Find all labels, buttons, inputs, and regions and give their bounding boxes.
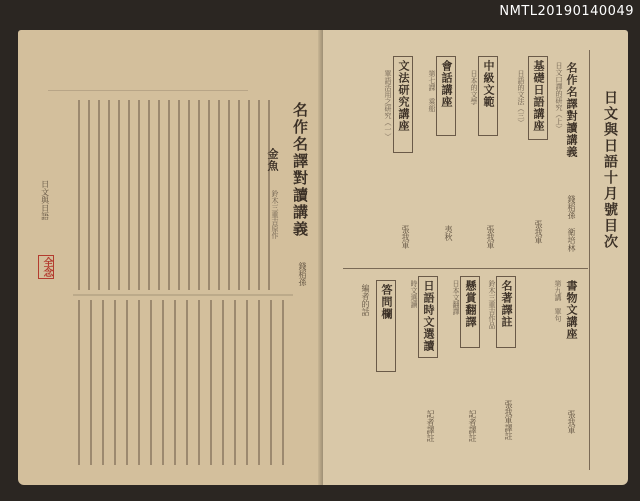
article-title: 名作名譯對讀講義 bbox=[291, 102, 309, 238]
toc-author-5: 張我軍 bbox=[401, 225, 410, 249]
toc-section-7: 名著譯註 bbox=[500, 280, 513, 328]
toc-sub-3: 日本的文學 bbox=[470, 70, 478, 105]
toc-section-2: 基礎日語講座 bbox=[532, 60, 545, 132]
toc-sub-4: 第七課 乘船 bbox=[428, 70, 436, 112]
toc-sub-7: 鈴木三重吉作品 bbox=[488, 280, 496, 329]
toc-author-9: 記者譯註 bbox=[426, 410, 435, 442]
article-author: 錢稻孫 bbox=[298, 262, 307, 286]
toc-section-8: 懸賞翻譯 bbox=[464, 280, 477, 328]
toc-section-10: 答問欄 bbox=[380, 284, 393, 320]
article-source: 鈴木三重吉原作 bbox=[271, 190, 279, 239]
page-colophon: 日文與日語 bbox=[40, 180, 50, 220]
toc-section-3: 中級文範 bbox=[482, 60, 495, 108]
toc-section-1: 名作名譯對讀講義 bbox=[565, 62, 578, 158]
toc-author-6: 張我軍 bbox=[567, 410, 576, 434]
toc-author-7: 張我軍譯註 bbox=[504, 400, 513, 440]
toc-section-4: 會話講座 bbox=[440, 60, 453, 108]
article-work-title: 金魚 bbox=[266, 148, 279, 172]
article-text-block bbox=[18, 30, 323, 485]
archive-watermark: NMTL20190140049 bbox=[499, 4, 634, 19]
toc-sub-1: 日文口譯的研究（上） bbox=[555, 62, 563, 132]
toc-author-1: 錢稻孫 衛培林 bbox=[567, 195, 576, 252]
article-page bbox=[18, 30, 323, 485]
red-seal-stamp: 全念 bbox=[38, 255, 54, 279]
toc-author-3: 張我軍 bbox=[486, 225, 495, 249]
toc-author-8: 記者譯註 bbox=[468, 410, 477, 442]
toc-page bbox=[323, 30, 628, 485]
magazine-spread bbox=[18, 30, 628, 485]
toc-sub-8: 日本文翻譯 bbox=[452, 280, 460, 315]
toc-author-2: 張我軍 bbox=[534, 220, 543, 244]
toc-sub-2: 日語的文法（三） bbox=[517, 70, 525, 126]
toc-section-9: 日語時文選讀 bbox=[422, 280, 435, 352]
toc-sub-9: 時文選讀 bbox=[410, 280, 418, 308]
toc-sub-10: 編者的話 bbox=[361, 284, 370, 316]
toc-author-4: 夷秋 bbox=[444, 225, 453, 241]
toc-header: 日文與日語十月號目次 bbox=[602, 90, 618, 250]
toc-section-5: 文法研究講座 bbox=[397, 60, 410, 132]
toc-section-6: 書物文講座 bbox=[565, 280, 578, 340]
toc-sub-6: 第九講 單句 bbox=[554, 280, 562, 322]
toc-sub-5: 單語活用之研究（一） bbox=[384, 70, 392, 140]
